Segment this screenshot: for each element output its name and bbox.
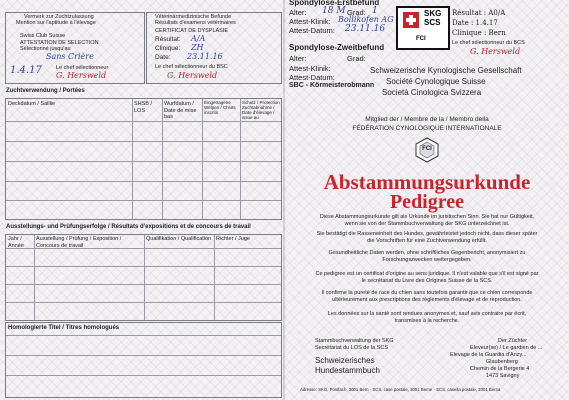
fci-emblem-label: FCI <box>422 146 432 152</box>
dysplasia-clinic-label: Clinique: <box>155 45 181 52</box>
dysplasia-line2: Résultats d'examens vétérinaires <box>155 20 236 26</box>
title-pedigree: Pedigree <box>389 191 465 213</box>
legal-de3: Gesundheitliche Daten werden, ohne schriftliches Gegenbericht, anonymisiert zu Forschungszwecken weitergegeben. <box>328 250 526 263</box>
chief-label: Le chef sélectionneur <box>56 65 109 71</box>
skg-logo-text1: SKG <box>424 9 442 18</box>
breeding-table <box>5 98 282 220</box>
awards-header-3: Qualifikation / Qualification <box>146 236 212 242</box>
right-result: Résultat : A0/A <box>452 9 506 17</box>
breeder-line2: Elevage de la Guardia d'Anzy... <box>450 352 527 358</box>
chief-signature: G. Hersweld <box>56 71 107 80</box>
spondy1-clinic-label: Attest-Klinik: <box>289 17 331 26</box>
breeder-line1: Éleveur(se) / Le gardien de ... <box>470 345 543 351</box>
legal-fr1: Ce pedigree est un certificat d'origine au sens juridique. Il n'est valable que s'il est signé par le secrétariat du Livre des Origines Suisse de la SCS. <box>315 271 539 284</box>
breeding-approval-line2: Mention sur l'aptitude à l'élevage <box>16 20 96 26</box>
dysplasia-chief-label: Le chef sélectionneur du BSC <box>155 64 228 70</box>
fci-emblem <box>414 137 440 163</box>
skg-logo <box>396 6 450 50</box>
dysplasia-result-value: A/A <box>191 34 206 43</box>
dysplasia-date-value: 23.11.16 <box>187 52 223 61</box>
spondy1-date-label: Attest-Datum: <box>289 26 335 35</box>
member-line1: Mitglied der / Membre de la / Membro della <box>365 116 489 123</box>
handwritten-date: 1.4.17 <box>10 65 42 76</box>
right-chief: Le chef sélectionneur du BCS <box>452 40 525 46</box>
homologated-box <box>5 322 282 398</box>
breeding-approval-box <box>5 12 145 84</box>
right-clinic: Clinique : Bern <box>452 29 506 37</box>
awards-header-4: Richter / Juge <box>216 236 250 242</box>
breeding-header-1: Deckdatum / Saillie <box>8 101 56 107</box>
stamp-line1: Swiss Club Suisse <box>20 33 66 39</box>
society-it: Società Cinologica Svizzera <box>382 88 482 97</box>
legal-fr3: Les données sur la santé sont rendues anonymes et, sauf avis contraire par écrit, transmises à la recherche. <box>327 311 527 324</box>
right-chief-signature: G. Hersweld <box>470 47 521 56</box>
spondy1-age-value: 18 M <box>322 6 346 16</box>
skg-logo-fci: FCI <box>416 36 426 42</box>
spondy2-registry-label: SBC - Körmeisterobmann <box>289 82 375 89</box>
legal-de1: Diese Abstammungsurkunde gilt als Urkunde im juristischen Sinn. Sie hat nur Gültigkeit, wenn sie von der Stammbuchverwaltung der SKG unterzeichnet ist. <box>319 214 535 227</box>
member-line2: FÉDÉRATION CYNOLOGIQUE INTERNATIONALE <box>352 125 502 132</box>
awards-table <box>5 234 282 321</box>
dysplasia-box <box>146 12 282 84</box>
spondy2-grade-label: Grad: <box>347 54 366 63</box>
stammbuch-line1: Stammbuchverwaltung der SKG <box>315 338 394 344</box>
spondy1-date-value: 23.11.16 <box>345 24 386 34</box>
society-fr: Société Cynologique Suisse <box>386 77 486 86</box>
legal-fr2: Il confirme la pureté de race du chien sans toutefois garantir que ce chien corresponde ultérieurement aux prescriptions des règlements d'élevage et de reproduction. <box>321 290 533 303</box>
spondy1-age-label: Alter: <box>289 8 307 17</box>
skg-logo-cross <box>403 12 419 28</box>
society-de: Schweizerische Kynologische Gesellschaft <box>370 66 522 75</box>
homologated-title: Homologierte Titel / Titres homologués <box>8 325 120 331</box>
breeding-approval-line1: Vermerk zur Zuchtzulassung <box>24 14 94 20</box>
stamp-line2: ATTESTATION DE SELECTION <box>20 40 99 46</box>
handwritten-signature: Sans Crière <box>46 52 94 61</box>
spondy1-grade-value: 1 <box>372 6 378 16</box>
spondy2-age-label: Alter: <box>289 54 307 63</box>
stamp-line3: Sélectionné jusqu'au <box>20 46 71 52</box>
breeding-header-3: Wurfdatum / Date de mise bas <box>164 101 197 120</box>
spondy1-title: Spondylose-Erstbefund <box>289 0 380 7</box>
breeder-label: Der Züchter <box>498 338 528 344</box>
breeding-header-2: SHSB / LOS <box>134 101 153 114</box>
legal-de2: Sie bestätigt die Rasseneinheit des Hundes, gewährleistet jedoch nicht, dass dieser später die Vorschriften für eine Zuchtverwendung erfüllt. <box>316 231 538 244</box>
spondy2-title: Spondylose-Zweitbefund <box>289 43 385 52</box>
dysplasia-chief-signature: G. Hersweld <box>167 71 218 80</box>
dysplasia-line1: Vétérinärmedizinische Befunde <box>155 14 232 20</box>
dysplasia-cert: CERTIFICAT DE DYSPLASIE <box>155 28 229 34</box>
spondy1-clinic-value: Bollikofen AG <box>338 15 394 24</box>
awards-header-2: Ausstellung / Prüfung / Exposition / Concours de travail <box>36 236 122 249</box>
title-abstammungsurkunde: Abstammungsurkunde <box>323 170 531 194</box>
breeder-line5: 1473 Savigny <box>486 373 520 379</box>
right-date: Date : 1.4.17 <box>452 19 498 27</box>
breeder-line3: Glaubenberg <box>486 359 518 365</box>
breeding-section-title: Zuchtverwendung / Portées <box>6 88 85 94</box>
spondy2-clinic-label: Attest-Klinik: <box>289 64 331 73</box>
dysplasia-clinic-value: ZH <box>191 43 204 52</box>
awards-section-title: Ausstellungs- und Prüfungserfolge / Résultats d'expositions et de concours de travail <box>6 224 251 230</box>
hundestammbuch-stamp-line2: Hundestammbuch <box>315 366 380 375</box>
hundestammbuch-stamp-line1: Schweizerisches <box>315 356 375 365</box>
footer-address: Adresse: SKG, Postfach, 3001 Bern · SCS, case postale, 3001 Berne · SCS, casella postale, 3001 Berna <box>300 387 501 392</box>
awards-header-1: Jahr / Année <box>8 236 24 249</box>
dysplasia-date-label: Date: <box>155 54 171 61</box>
dysplasia-result-label: Résultat: <box>155 36 181 43</box>
spondy1-grade-label: Grad: <box>347 8 366 17</box>
spondy2-date-label: Attest-Datum: <box>289 73 335 82</box>
breeding-header-4: Eingetragene Welpen / Chiots inscrits <box>204 100 236 115</box>
breeder-line4: Chemin de la Bergerie 4 <box>470 366 530 372</box>
stammbuch-line2: Secrétariat du LOS de la SCS <box>315 345 389 351</box>
breeding-header-5: Schutz / Protection Zuchtabnahme / Date d'élevage / issue au <box>242 100 280 120</box>
skg-logo-text2: SCS <box>424 18 441 27</box>
